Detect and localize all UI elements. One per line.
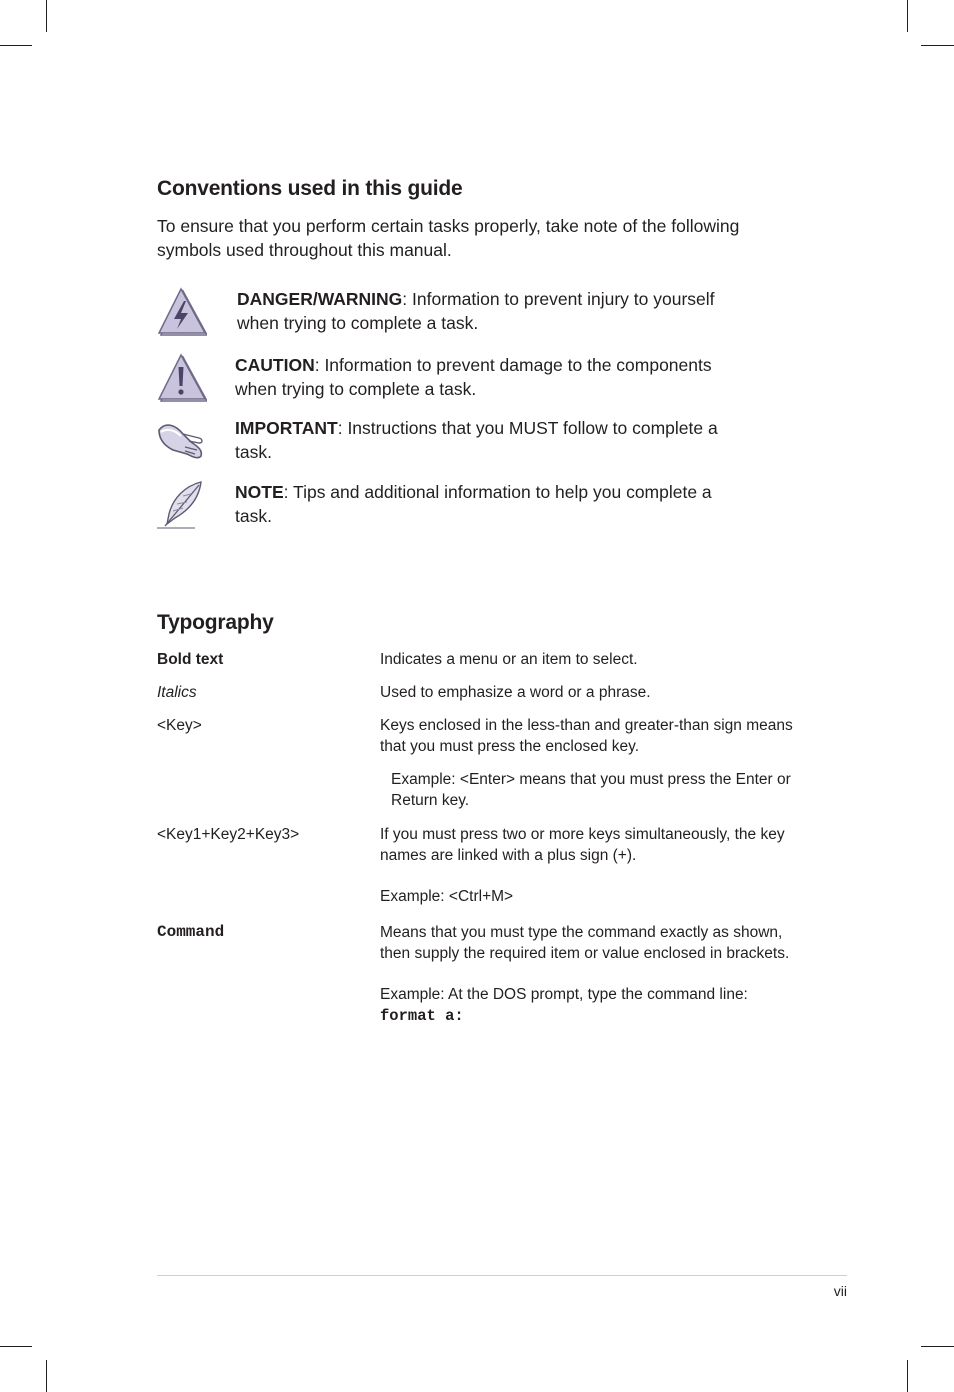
notice-danger-warning-text [237,287,737,335]
crop-mark [907,1360,908,1392]
footer-divider [157,1275,847,1276]
notice-important-text [235,416,735,464]
typography-example: Example: <Ctrl+M> [380,888,514,905]
notice-body: : Tips and additional information to help you complete a task. [235,482,712,526]
notice-caution [155,353,755,413]
crop-mark [46,1360,47,1392]
page-number: vii [833,1283,847,1299]
typography-desc: Means that you must type the command exactly as shown, then supply the required item or value enclosed in brackets. [380,924,790,962]
notice-body: : Information to prevent damage to the components when trying to complete a task. [235,355,712,399]
crop-mark [46,0,47,32]
typography-heading: Typography [157,611,274,634]
danger-warning-lightning-icon [155,287,207,339]
notice-label: IMPORTANT [235,418,338,438]
typography-code-sample: format a: [380,1007,464,1025]
notice-danger-warning [155,287,755,347]
crop-mark [0,45,32,46]
crop-mark [0,1346,32,1347]
typography-term: Command [157,923,225,941]
crop-mark [907,0,908,32]
notice-label: CAUTION [235,355,315,375]
conventions-intro: To ensure that you perform certain tasks properly, take note of the following symbols used throughout this manual. [157,216,740,260]
notice-important [155,416,755,476]
typography-term: Italics [157,684,197,701]
typography-desc: If you must press two or more keys simultaneously, the key names are linked with a plus sign (+). [380,826,785,864]
note-feather-icon [155,480,207,532]
important-hand-icon [155,416,207,468]
typography-example: Example: At the DOS prompt, type the command line: [380,986,748,1003]
typography-desc: Keys enclosed in the less-than and greater-than sign means that you must press the enclosed key. [380,717,793,755]
notice-label: NOTE [235,482,284,502]
notice-note-text [235,480,735,528]
notice-body: : Information to prevent injury to yourself when trying to complete a task. [237,289,715,333]
typography-term: <Key1+Key2+Key3> [157,826,300,843]
crop-mark [921,1346,954,1347]
typography-term: Bold text [157,651,224,668]
notice-note [155,480,755,540]
conventions-heading: Conventions used in this guide [157,177,463,200]
notice-body: : Instructions that you MUST follow to complete a task. [235,418,718,462]
notice-label: DANGER/WARNING [237,289,403,309]
caution-exclamation-icon [155,353,207,405]
typography-desc: Used to emphasize a word or a phrase. [380,684,651,701]
typography-example: Example: <Enter> means that you must press the Enter or Return key. [391,771,791,809]
crop-mark [921,45,954,46]
typography-term: <Key> [157,717,202,734]
notice-caution-text [235,353,735,401]
typography-desc: Indicates a menu or an item to select. [380,651,638,668]
